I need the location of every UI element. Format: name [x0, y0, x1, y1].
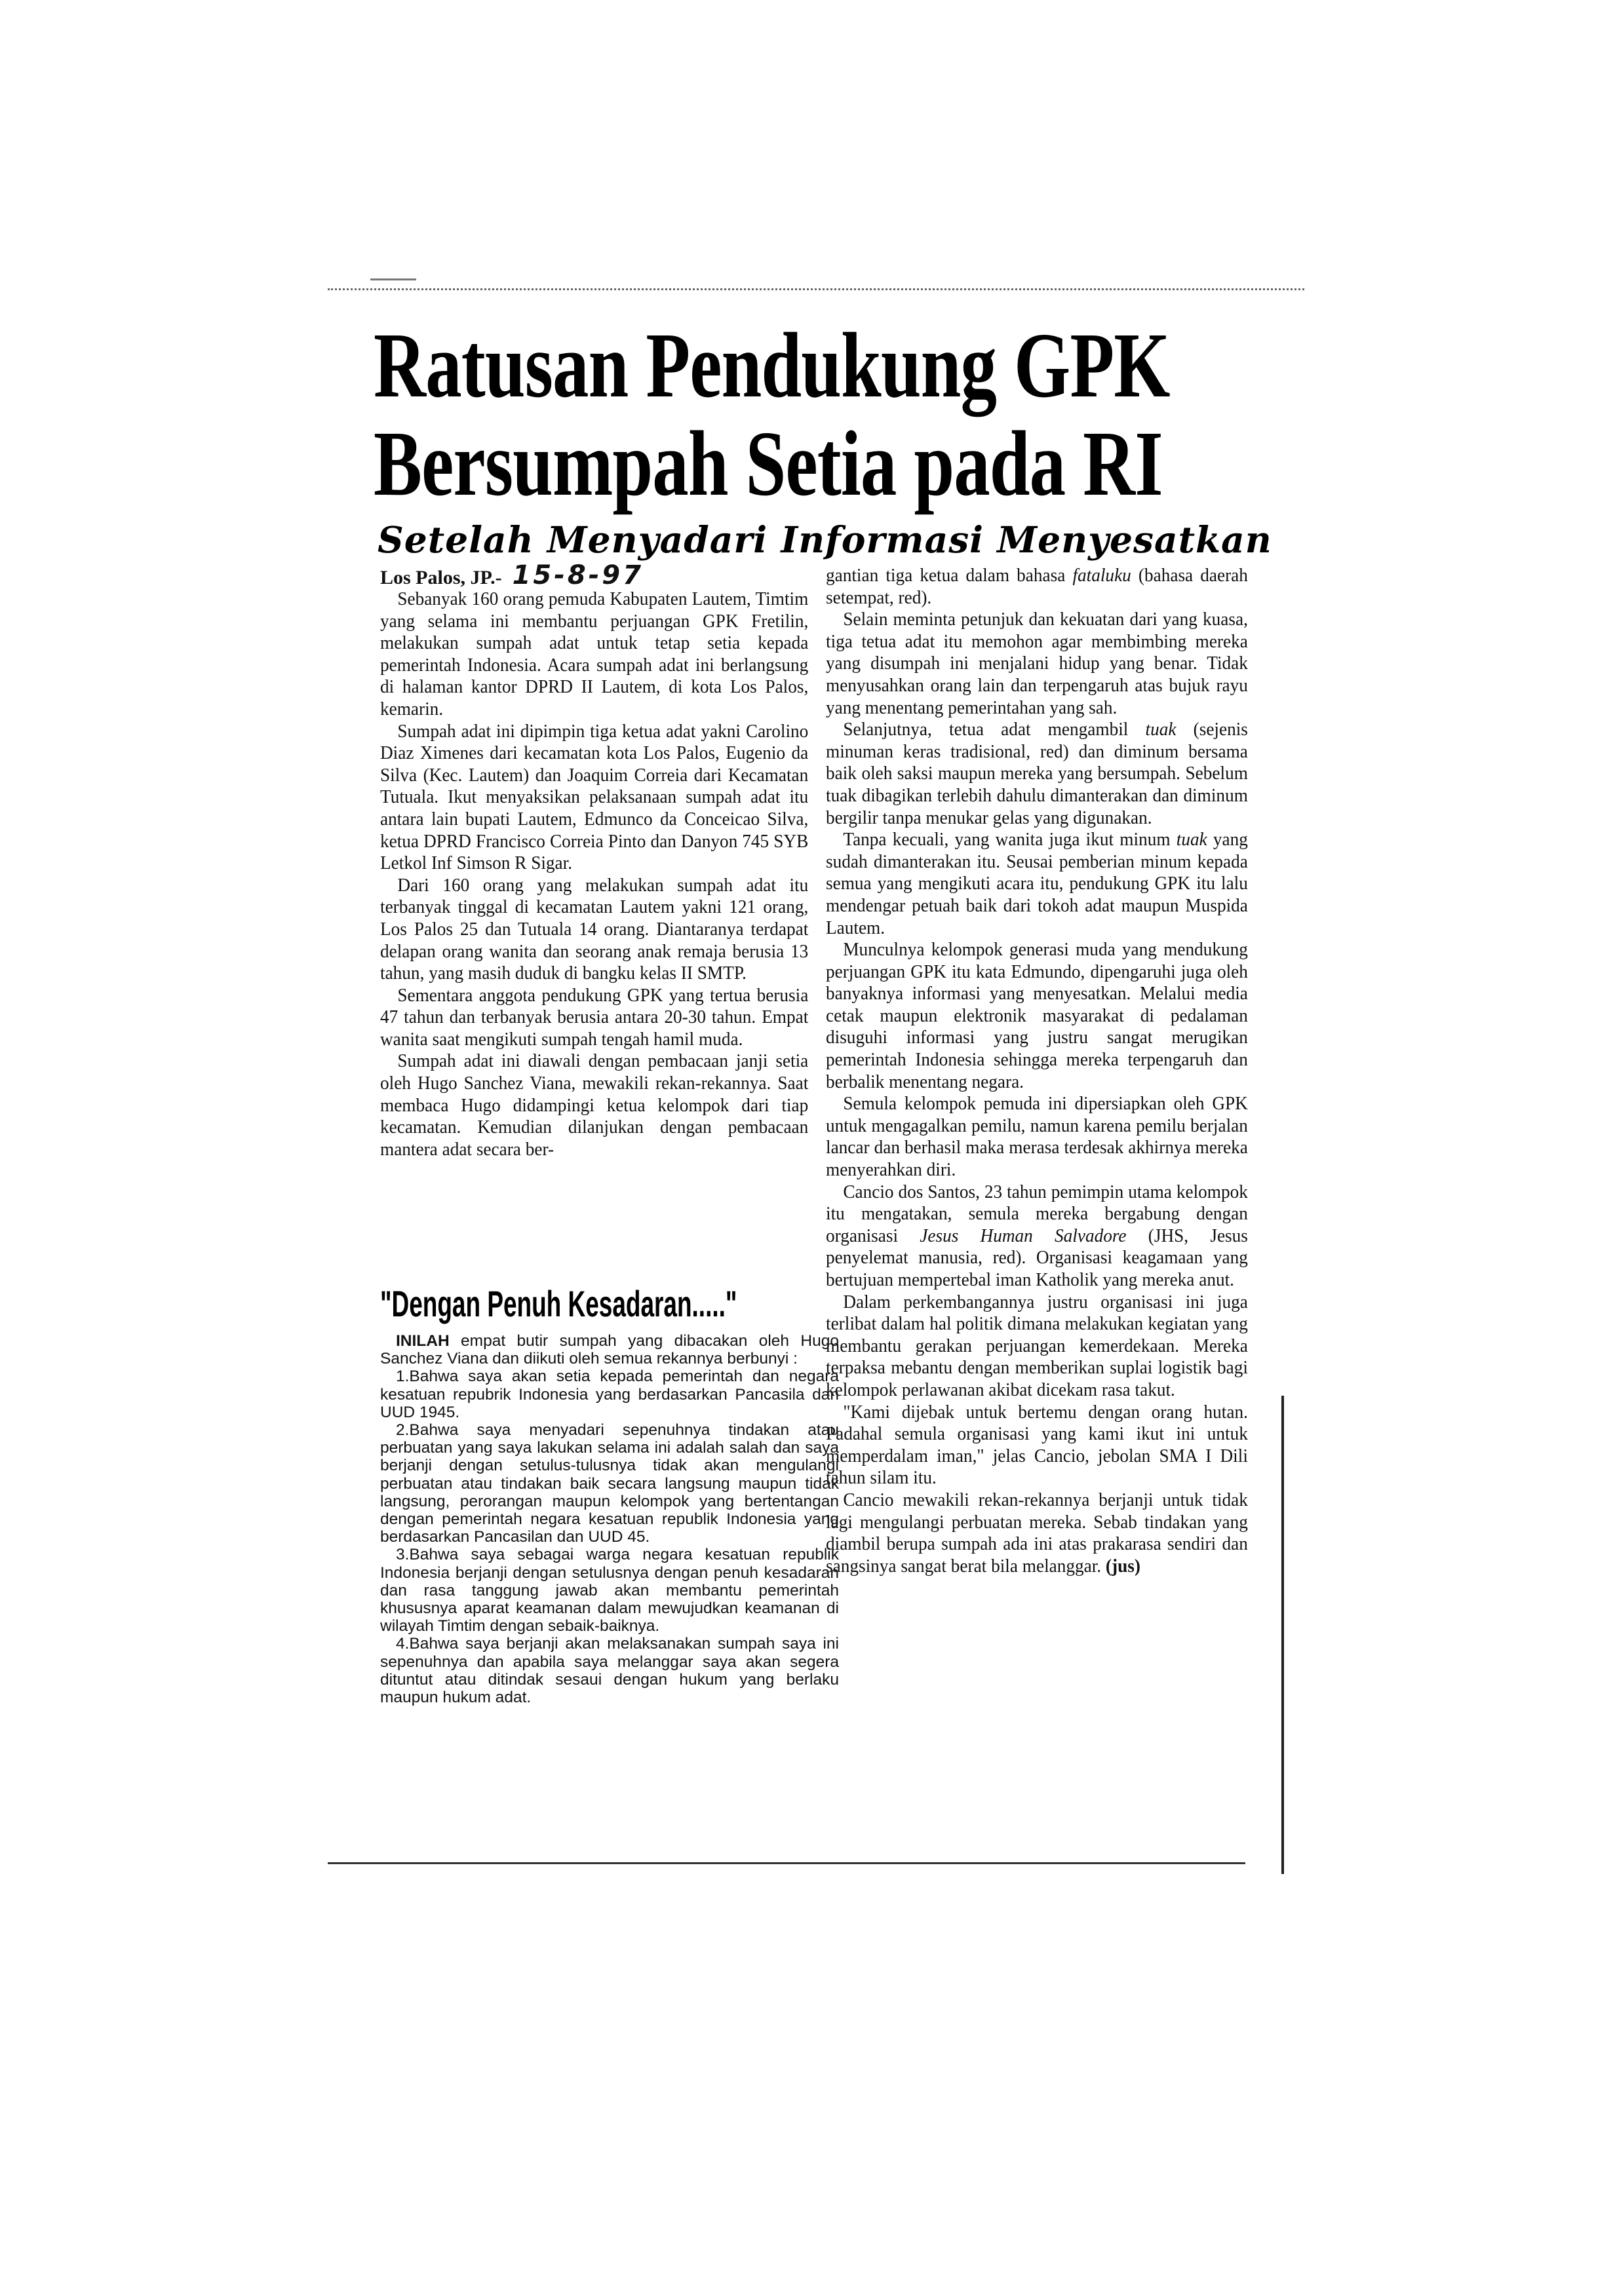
article-paragraph: Dari 160 orang yang melakukan sumpah adat itu terbanyak tinggal di kecamatan Lautem yakni 121 orang, Los Palos 25 dan Tutuala 14 orang. Diantaranya terdapat delapan orang wanita dan seorang anak remaja berusia 13 tahun, yang masih duduk di bangku kelas II SMTP. [380, 874, 809, 984]
dateline-place: Los Palos, JP.- [380, 567, 502, 588]
article-paragraph: Sebanyak 160 orang pemuda Kabupaten Lautem, Timtim yang selama ini membantu perjuangan GPK Fretilin, melakukan sumpah adat untuk tetap setia kepada pemerintah Indonesia. Acara sumpah adat ini berlangsung di halaman kantor DPRD II Lautem, di kota Los Palos, kemarin. [380, 588, 809, 719]
dateline [380, 560, 644, 590]
article-paragraph: Selain meminta petunjuk dan kekuatan dari yang kuasa, tiga tetua adat itu memohon agar membimbing mereka yang disumpah ini menjalani hidup yang benar. Tidak menyusahkan orang lain dan terpengaruh atas bujuk rayu yang menentang pemerintahan yang sah. [826, 609, 1248, 718]
article-paragraph: Tanpa kecuali, yang wanita juga ikut minum tuak yang sudah dimanterakan itu. Seusai pemberian minum kepada semua yang mengikuti acara itu, pendukung GPK itu lalu mendengar petuah baik dari tokoh adat maupun Muspida Lautem. [826, 829, 1248, 938]
divider [1281, 1396, 1284, 1874]
box-lead-word: INILAH [396, 1332, 450, 1350]
article-column-right [826, 565, 1248, 1577]
oath-item: 3.Bahwa saya sebagai warga negara kesatuan republik Indonesia berjanji dengan setulusnya dengan penuh kesadaran dan rasa tanggung jawab akan membantu pemerintah khususnya aparat keamanan dalam mewujudkan keamanan di wilayah Timtim dengan sebaik-baiknya. [380, 1546, 839, 1636]
article-paragraph: "Kami dijebak untuk bertemu dengan orang hutan. Padahal semula organisasi yang kami ikut ini untuk memperdalam iman," jelas Cancio, jebolan SMA I Dili tahun silam itu. [826, 1401, 1248, 1489]
article-paragraph: Cancio dos Santos, 23 tahun pemimpin utama kelompok itu mengatakan, semula mereka bergabung dengan organisasi Jesus Human Salvadore (JHS, Jesus penyelemat manusia, red). Organisasi keagamaan yang bertujuan mempertebal iman Katholik yang mereka anut. [826, 1181, 1248, 1290]
oath-box [380, 1332, 839, 1706]
oath-item: 4.Bahwa saya berjanji akan melaksanakan sumpah saya ini sepenuhnya dan apabila saya melanggar saya akan segera dituntut atau ditindak sesaui dengan hukum yang berlaku maupun hukum adat. [380, 1635, 839, 1707]
box-title: "Dengan Penuh Kesadaran....." [380, 1283, 737, 1324]
divider [328, 1862, 1245, 1864]
headline-line-1: Ratusan Pendukung GPK [374, 313, 1170, 417]
article-paragraph: Sementara anggota pendukung GPK yang tertua berusia 47 tahun dan terbanyak berusia antara 20-30 tahun. Empat wanita saat mengikuti sumpah tengah hamil muda. [380, 984, 809, 1050]
article-paragraph: gantian tiga ketua dalam bahasa fataluku (bahasa daerah setempat, red). [826, 565, 1248, 608]
article-paragraph: Munculnya kelompok generasi muda yang mendukung perjuangan GPK itu kata Edmundo, dipengaruhi juga oleh banyaknya informasi yang menyesatkan. Melalui media cetak maupun elektronik masyarakat di pedalaman disuguhi informasi yang justru sangat merugikan pemerintah Indonesia sehingga mereka terpengaruh dan berbalik menentang negara. [826, 939, 1248, 1092]
box-intro [380, 1332, 839, 1368]
oath-item: 2.Bahwa saya menyadari sepenuhnya tindakan atau perbuatan yang saya lakukan selama ini adalah salah dan saya berjanji dengan setulus-tulusnya tidak akan mengulangi perbuatan atau tindakan baik secara langsung maupun tidak langsung, perorangan maupun kelompok yang bertentangan dengan pemerintah negara kesatuan republik Indonesia yang berdasarkan Pancasilan dan UUD 45. [380, 1421, 839, 1546]
author-signoff: (jus) [1105, 1555, 1140, 1577]
article-paragraph: Sumpah adat ini dipimpin tiga ketua adat yakni Carolino Diaz Ximenes dari kecamatan kota Los Palos, Eugenio da Silva (Kec. Lautem) dan Joaquim Correia dari Kecamatan Tutuala. Ikut menyaksikan pelaksanaan sumpah adat itu antara lain bupati Lautem, Edmunco da Conceicao Silva, ketua DPRD Francisco Correia Pinto dan Danyon 745 SYB Letkol Inf Simson R Sigar. [380, 720, 809, 874]
divider [328, 288, 1304, 290]
article-paragraph: Cancio mewakili rekan-rekannya berjanji untuk tidak lagi mengulangi perbuatan mereka. Sebab tindakan yang diambil berupa sumpah ada ini atas prakarasa sendiri dan sangsinya sangat berat bila melanggar. (jus) [826, 1489, 1248, 1577]
divider [370, 278, 416, 280]
box-intro-text: empat butir sumpah yang dibacakan oleh Hugo Sanchez Viana dan diikuti oleh semua rekannya berbunyi : [380, 1332, 839, 1368]
article-paragraph: Selanjutnya, tetua adat mengambil tuak (sejenis minuman keras tradisional, red) dan diminum bersama baik oleh saksi maupun mereka yang bersumpah. Sebelum tuak dibagikan terlebih dahulu dimanterakan dan diminum bergilir tanpa menukar gelas yang digunakan. [826, 719, 1248, 828]
headline-line-2: Bersumpah Setia pada RI [374, 411, 1163, 515]
headline [374, 313, 1170, 515]
handwritten-date: 15-8-97 [512, 560, 644, 590]
article-paragraph: Sumpah adat ini diawali dengan pembacaan janji setia oleh Hugo Sanchez Viana, mewakili rekan-rekannya. Saat membaca Hugo didampingi ketua kelompok dari tiap kecamatan. Kemudian dilanjukan dengan pembacaan mantera adat secara ber- [380, 1050, 809, 1160]
subheadline: Setelah Menyadari Informasi Menyesatkan [378, 518, 1272, 561]
newspaper-clipping [328, 275, 1311, 1874]
article-paragraph: Dalam perkembangannya justru organisasi ini juga terlibat dalam hal politik dimana melakukan kegiatan yang membantu gerakan perjuangan kemerdekaan. Mereka terpaksa mebantu dengan memberikan suplai logistik bagi kelompok perlawanan akibat dicekam rasa takut. [826, 1291, 1248, 1400]
article-paragraph: Semula kelompok pemuda ini dipersiapkan oleh GPK untuk mengagalkan pemilu, namun karena pemilu berjalan lancar dan berhasil maka merasa terdesak akhirnya mereka menyerahkan diri. [826, 1093, 1248, 1181]
oath-item: 1.Bahwa saya akan setia kepada pemerintah dan negara kesatuan repubrik Indonesia yang berdasarkan Pancasila dan UUD 1945. [380, 1368, 839, 1421]
article-column-left [380, 588, 808, 1160]
